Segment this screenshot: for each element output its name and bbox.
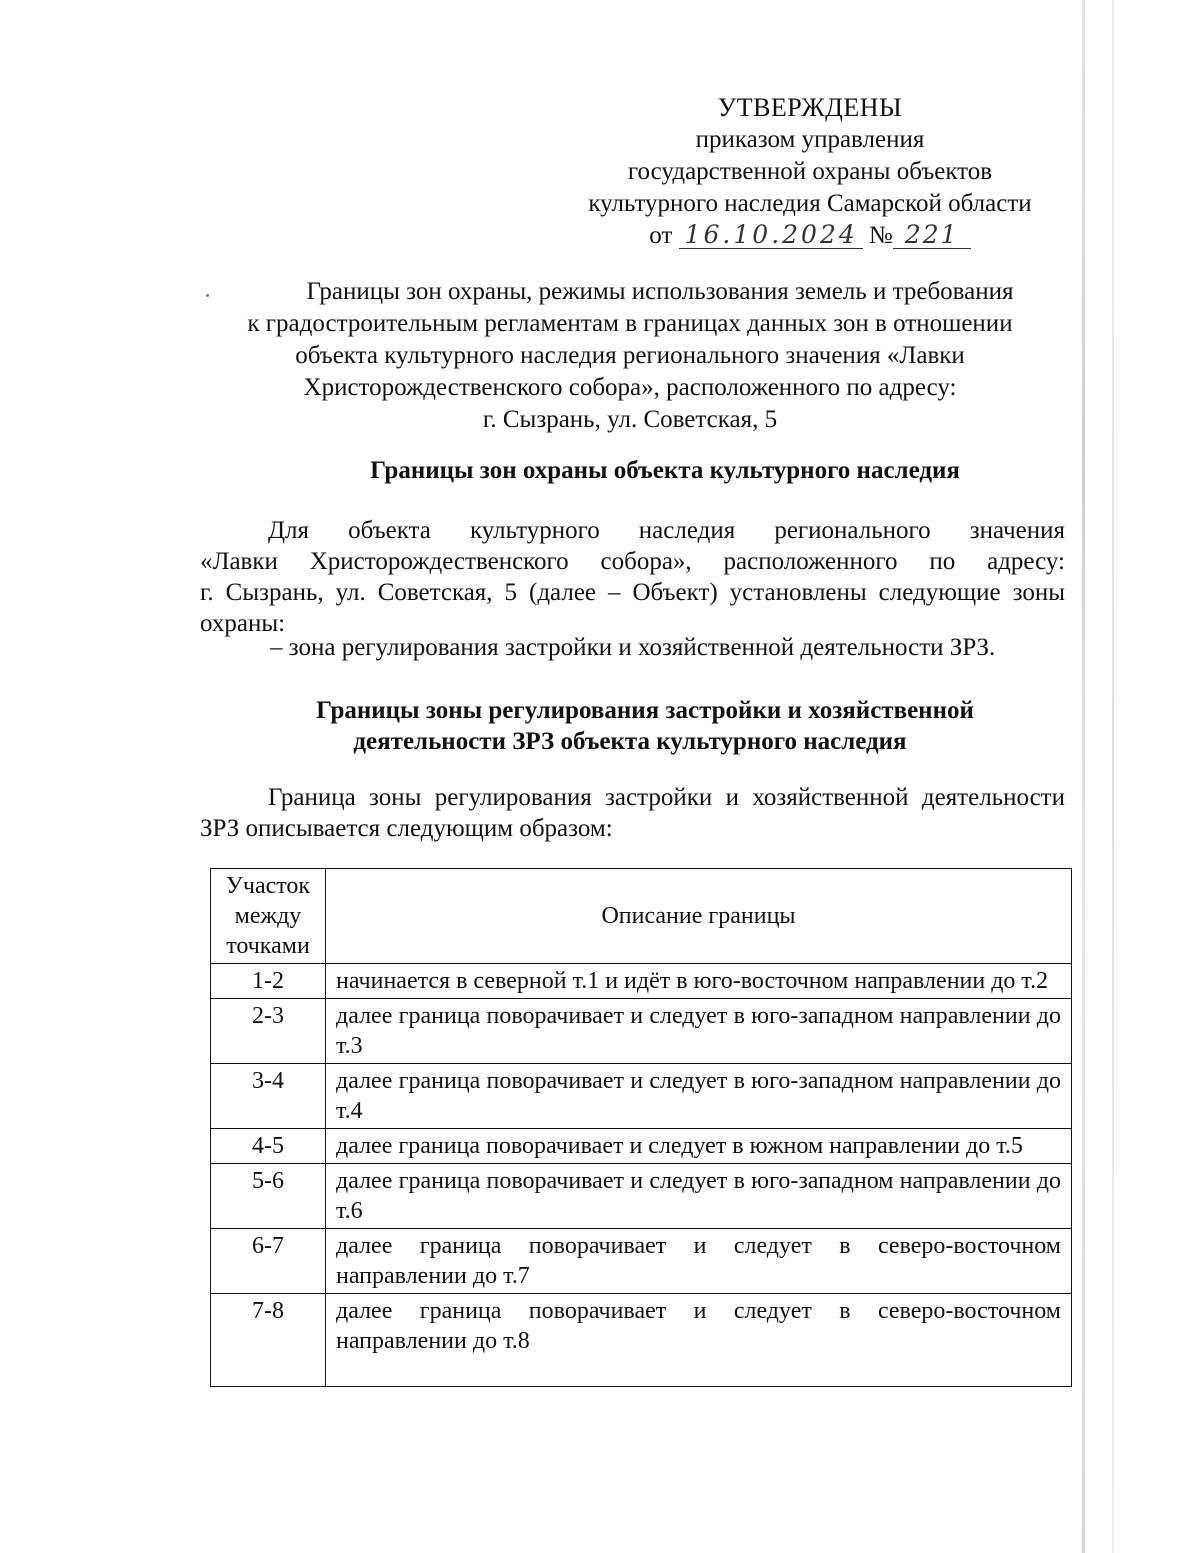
- approval-date-line: [649, 220, 970, 252]
- table-row: [211, 1129, 1072, 1164]
- approval-title: УТВЕРЖДЕНЫ: [717, 93, 903, 122]
- description-cell: далее граница поворачивает и следует в юго-западном направлении до т.4: [326, 1064, 1072, 1129]
- boundary-table: [210, 868, 1072, 1387]
- header-description: Описание границы: [326, 869, 1072, 964]
- table-row: [211, 1294, 1072, 1387]
- segment-cell: 1-2: [211, 964, 326, 999]
- paragraph-line: «Лавки Христорождественского собора», расположенного по адресу:: [200, 548, 1065, 575]
- handwritten-date: 16.10.2024: [679, 222, 863, 249]
- description-cell: далее граница поворачивает и следует в юго-западном направлении до т.6: [326, 1164, 1072, 1229]
- paragraph-line: Для объекта культурного наследия регионального значения: [268, 517, 1065, 544]
- segment-cell: 4-5: [211, 1129, 326, 1164]
- segment-cell: 2-3: [211, 999, 326, 1064]
- description-cell: далее граница поворачивает и следует в южном направлении до т.5: [326, 1129, 1072, 1164]
- handwritten-number: 221: [893, 222, 971, 249]
- title-line: к градостроительным регламентам в границах данных зон в отношении: [247, 310, 1013, 337]
- section-paragraph: Граница зоны регулирования застройки и хозяйственной деятельности ЗРЗ описывается следующим образом:: [200, 784, 1065, 842]
- table-row: [211, 1164, 1072, 1229]
- section-paragraph: [200, 515, 1065, 639]
- segment-cell: 5-6: [211, 1164, 326, 1229]
- date-prefix: от: [649, 222, 673, 249]
- scan-edge-line: [1112, 0, 1114, 1553]
- table-row: [211, 1229, 1072, 1294]
- approval-block: [560, 92, 1060, 252]
- title-line: г. Сызрань, ул. Советская, 5: [482, 406, 778, 433]
- table-row: [211, 964, 1072, 999]
- description-cell: далее граница поворачивает и следует в северо-восточном направлении до т.7: [326, 1229, 1072, 1294]
- zone-list-item: – зона регулирования застройки и хозяйственной деятельности ЗРЗ.: [270, 634, 996, 661]
- paragraph-line: г. Сызрань, ул. Советская, 5 (далее – Объект) установлены следующие зоны охраны:: [200, 579, 1065, 637]
- title-line: Границы зон охраны, режимы использования земель и требования: [306, 278, 1014, 305]
- approval-line: государственной охраны объектов: [627, 158, 993, 185]
- heading-line: деятельности ЗРЗ объекта культурного наследия: [353, 728, 907, 755]
- description-cell: далее граница поворачивает и следует в северо-восточном направлении до т.8: [326, 1294, 1072, 1387]
- scan-edge-line: [1082, 0, 1085, 1553]
- section-heading: Границы зон охраны объекта культурного наследия: [370, 457, 960, 484]
- table-header-row: [211, 869, 1072, 964]
- table-body: [211, 964, 1072, 1387]
- approval-line: культурного наследия Самарской области: [588, 190, 1032, 217]
- heading-line: Границы зоны регулирования застройки и хозяйственной: [316, 697, 974, 724]
- title-line: объекта культурного наследия регионального значения «Лавки: [295, 342, 965, 369]
- description-cell: начинается в северной т.1 и идёт в юго-восточном направлении до т.2: [326, 964, 1072, 999]
- document-title: [200, 276, 1060, 436]
- table-row: [211, 999, 1072, 1064]
- description-cell: далее граница поворачивает и следует в юго-западном направлении до т.3: [326, 999, 1072, 1064]
- title-line: Христорождественского собора», расположенного по адресу:: [303, 374, 957, 401]
- header-segment: Участок между точками: [211, 869, 326, 964]
- segment-cell: 3-4: [211, 1064, 326, 1129]
- table-row: [211, 1064, 1072, 1129]
- section-heading: [200, 695, 1060, 757]
- segment-cell: 6-7: [211, 1229, 326, 1294]
- segment-cell: 7-8: [211, 1294, 326, 1387]
- approval-line: приказом управления: [695, 126, 925, 153]
- number-prefix: №: [868, 222, 893, 249]
